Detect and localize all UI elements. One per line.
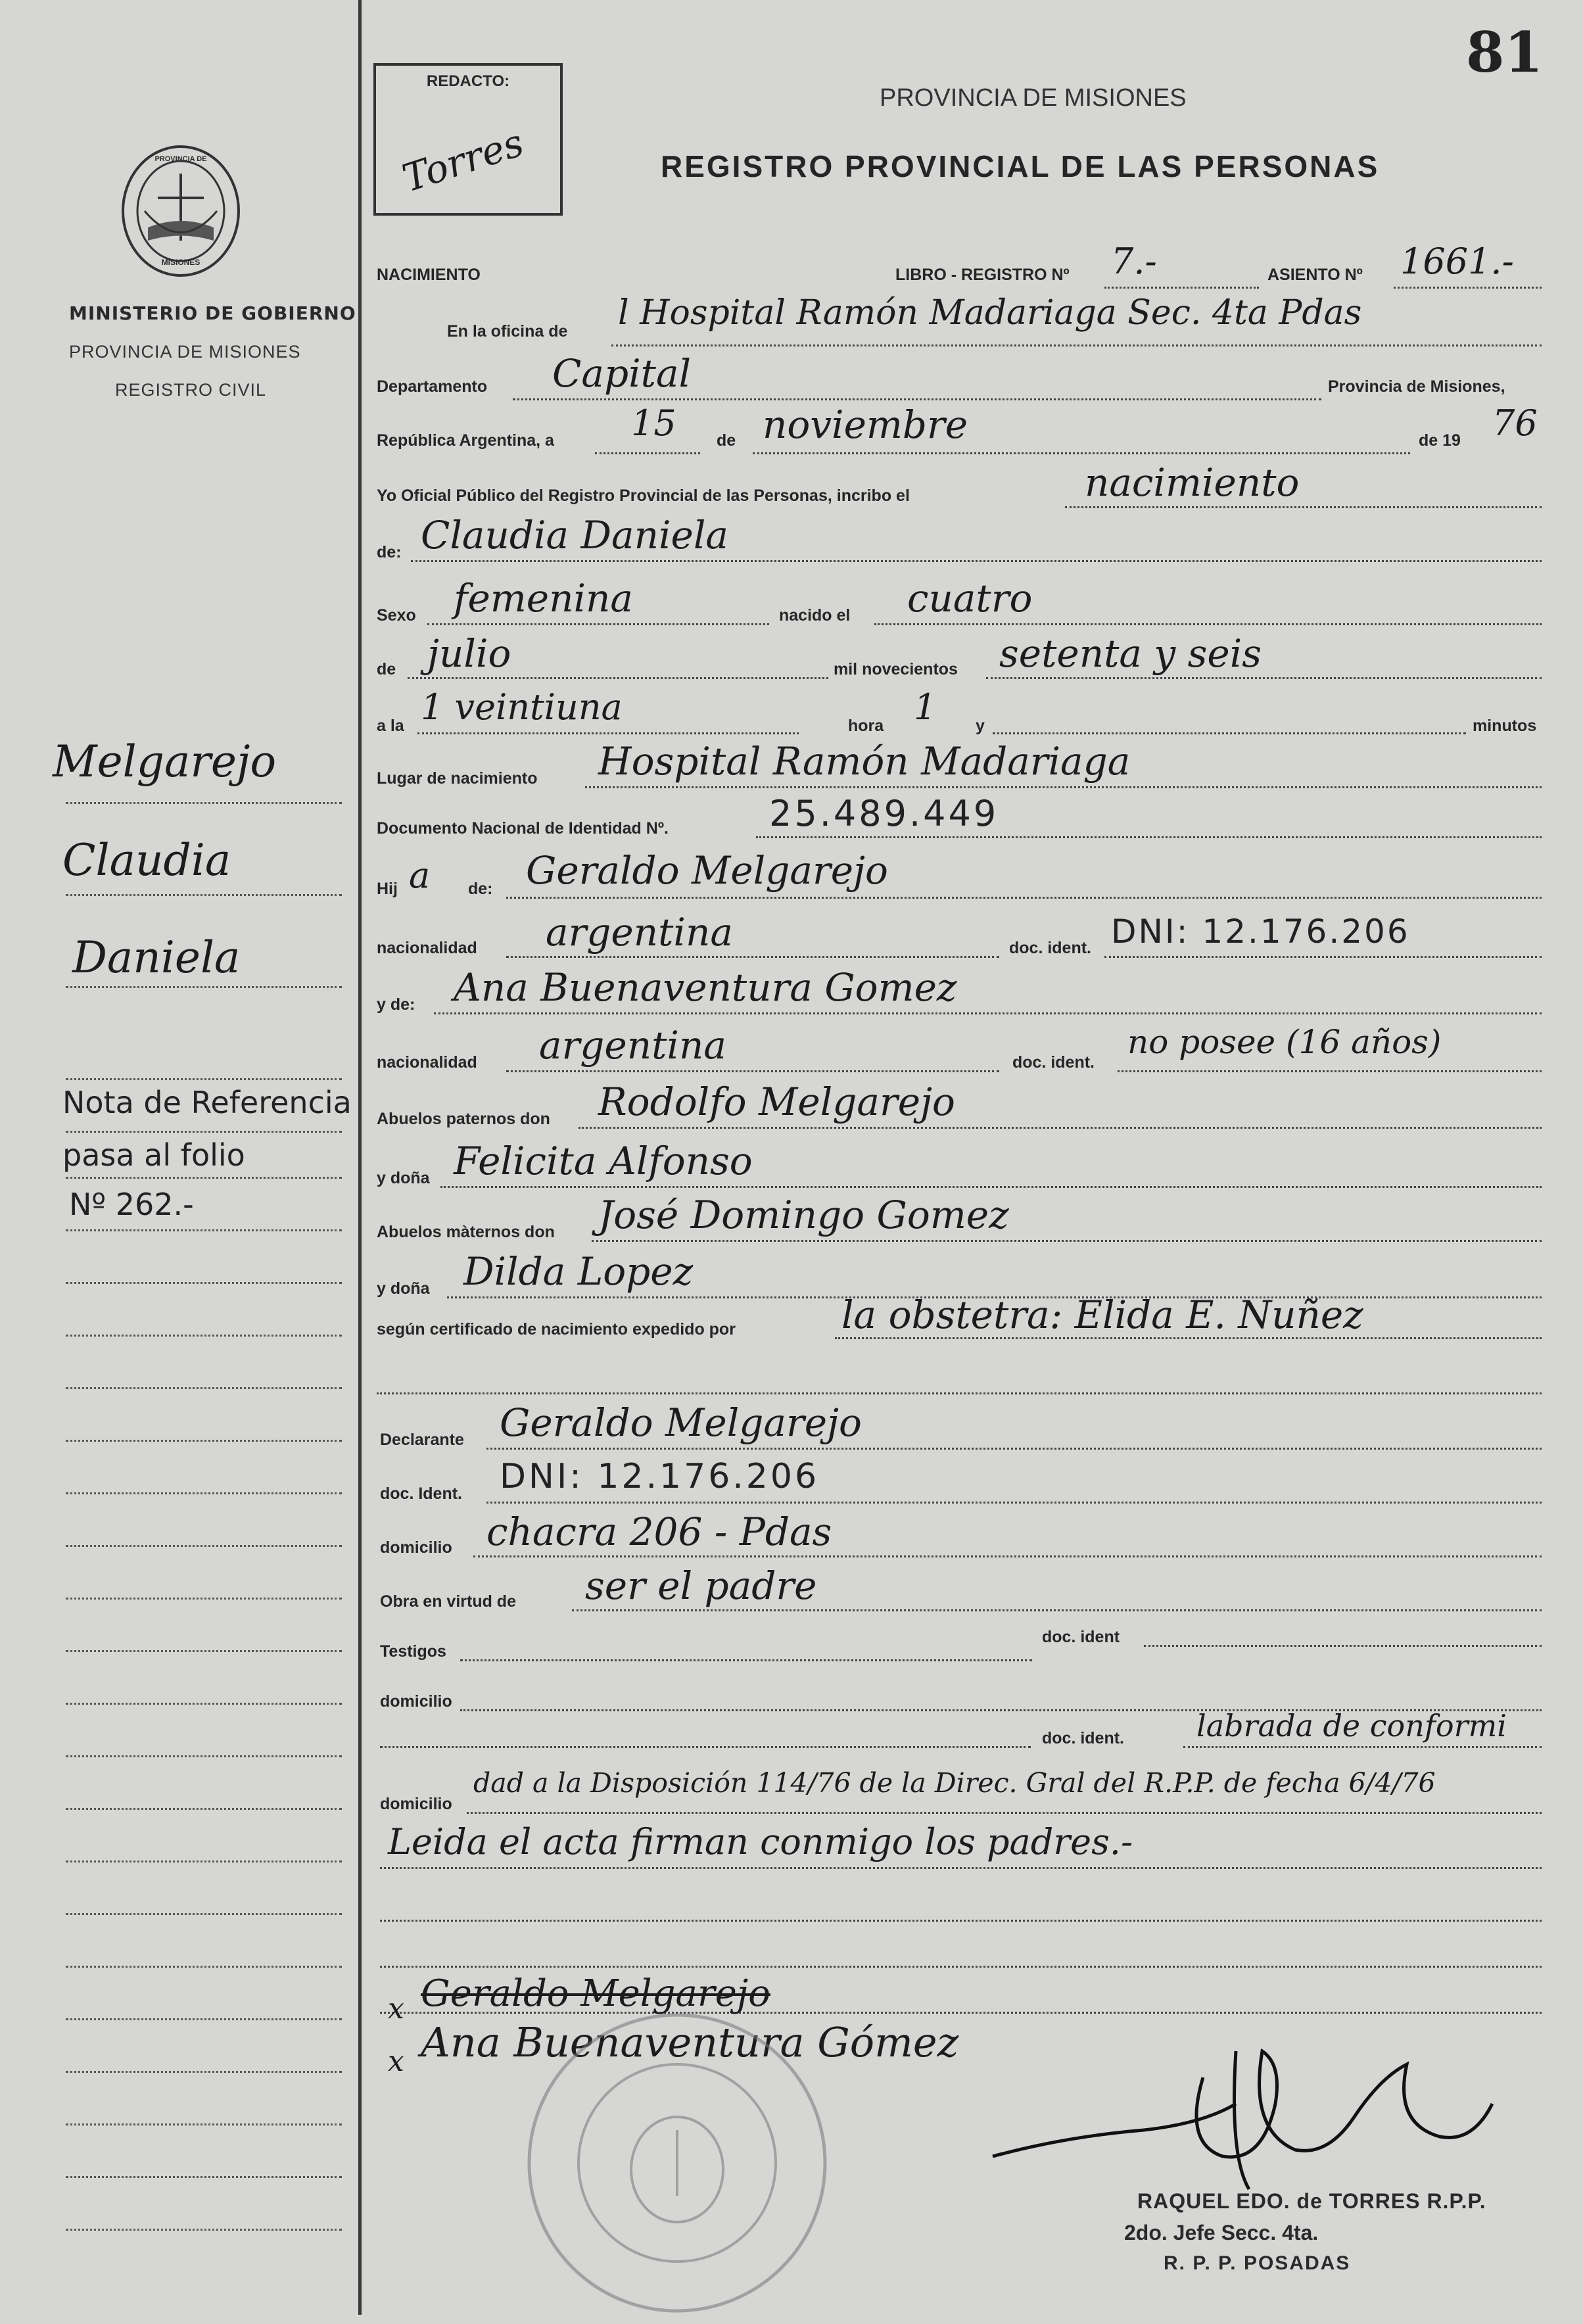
dni-label: Documento Nacional de Identidad Nº. — [377, 819, 669, 838]
margin-dotline — [66, 1229, 342, 1231]
margin-dotline — [66, 2071, 342, 2073]
registry-stamp — [519, 2005, 835, 2321]
margin-dotline — [66, 2229, 342, 2231]
doc-t2-dotline — [1183, 1746, 1542, 1748]
margin-dotline — [66, 1703, 342, 1705]
dona-paterna-label: y doña — [377, 1169, 430, 1187]
doc-declarante-label: doc. Ident. — [380, 1484, 462, 1503]
doc-madre-label: doc. ident. — [1012, 1053, 1095, 1072]
nombre-dotline — [411, 560, 1542, 562]
leida-text: Leida el acta firman conmigo los padres.- — [388, 1821, 1133, 1862]
margin-rule — [358, 0, 362, 2315]
province-seal-icon — [118, 142, 243, 280]
libro-value: 7.- — [1111, 241, 1157, 282]
margin-dotline — [66, 1387, 342, 1389]
nacionalidad-madre-label: nacionalidad — [377, 1053, 477, 1072]
margin-name2: Daniela — [72, 932, 241, 983]
y-label: y — [976, 717, 985, 735]
nac-madre-dotline — [506, 1070, 999, 1072]
de-label: de — [717, 431, 736, 450]
ministry-name: MINISTERIO DE GOBIERNO — [69, 302, 356, 324]
domicilio-label: domicilio — [380, 1538, 452, 1557]
hij-suffix: a — [409, 855, 431, 896]
hij-label: Hij — [377, 880, 398, 898]
domicilio-testigo2-value: dad a la Disposición 114/76 de la Direc. Gral del R.P.P. de fecha 6/4/76 — [473, 1767, 1436, 1799]
obra-label: Obra en virtud de — [380, 1592, 516, 1611]
asiento-value: 1661.- — [1400, 241, 1514, 282]
doc-decl-dotline — [486, 1502, 1542, 1504]
nacionalidad-madre-value: argentina — [539, 1023, 726, 1068]
dia-dotline — [595, 452, 700, 454]
margin-dotline — [66, 986, 342, 988]
nac-padre-dotline — [506, 956, 999, 958]
lugar-label: Lugar de nacimiento — [377, 769, 538, 788]
padre-value: Geraldo Melgarejo — [526, 848, 888, 893]
seal-bottom-text: MISIONES — [161, 258, 201, 267]
margin-dotline — [66, 1861, 342, 1862]
doc-declarante-value: DNI: 12.176.206 — [500, 1457, 820, 1496]
margin-dotline — [66, 1545, 342, 1547]
de-mes-label: de — [377, 660, 396, 678]
dona-materna-label: y doña — [377, 1279, 430, 1298]
nacionalidad-padre-value: argentina — [546, 910, 733, 955]
nombre-value: Claudia Daniela — [421, 513, 728, 557]
redacto-label: REDACTO: — [426, 72, 510, 90]
redacto-value: Torres — [397, 120, 529, 201]
domicilio-value: chacra 206 - Pdas — [486, 1509, 832, 1554]
de-nombre-label: de: — [377, 543, 402, 561]
dni-dotline — [756, 836, 1542, 838]
margin-dotline — [66, 802, 342, 804]
doc-padre-value: DNI: 12.176.206 — [1111, 913, 1410, 951]
testigos-dotline — [460, 1659, 1032, 1661]
y-de-label: y de: — [377, 995, 415, 1014]
margin-note-line2: pasa al folio — [62, 1137, 245, 1173]
ab-pat-f-dotline — [440, 1186, 1542, 1188]
obra-value: ser el padre — [585, 1563, 817, 1608]
a-la-label: a la — [377, 717, 404, 735]
ministry-registry: REGISTRO CIVIL — [115, 380, 267, 400]
registry-title: REGISTRO PROVINCIAL DE LAS PERSONAS — [661, 149, 1380, 183]
declarante-value: Geraldo Melgarejo — [500, 1400, 862, 1445]
certificado-label: según certificado de nacimiento expedido por — [377, 1320, 736, 1339]
sexo-value: femenina — [454, 576, 633, 621]
mes-value: noviembre — [763, 402, 968, 447]
domicilio-testigo2-label: domicilio — [380, 1795, 452, 1813]
official-role: 2do. Jefe Secc. 4ta. — [1124, 2221, 1319, 2244]
official-name: RAQUEL EDO. de TORRES R.P.P. — [1137, 2189, 1486, 2213]
de-year-label: de 19 — [1419, 431, 1461, 450]
domicilio-dotline — [473, 1555, 1542, 1557]
official-signature-icon — [986, 2025, 1499, 2196]
margin-dotline — [66, 1598, 342, 1600]
doc-testigo2-label: doc. ident. — [1042, 1729, 1124, 1747]
dni-value: 25.489.449 — [769, 793, 999, 834]
oficina-dotline — [611, 344, 1542, 346]
anio-nac-value: setenta y seis — [999, 631, 1262, 676]
provincia-label: Provincia de Misiones, — [1328, 377, 1505, 396]
certificado-value: la obstetra: Elida E. Nuñez — [841, 1292, 1363, 1337]
departamento-label: Departamento — [377, 377, 488, 396]
province-heading: PROVINCIA DE MISIONES — [880, 84, 1187, 112]
abuelo-materno-value: José Domingo Gomez — [598, 1193, 1009, 1237]
inscribo-value: nacimiento — [1085, 460, 1300, 505]
lugar-value: Hospital Ramón Madariaga — [598, 739, 1131, 784]
madre-value: Ana Buenaventura Gomez — [454, 965, 957, 1010]
ministry-province: PROVINCIA DE MISIONES — [69, 342, 301, 362]
departamento-value: Capital — [552, 351, 692, 396]
margin-note-line1: Nota de Referencia — [62, 1085, 352, 1120]
mil-label: mil novecientos — [834, 660, 958, 678]
sexo-label: Sexo — [377, 606, 416, 625]
padre-dotline — [506, 897, 1542, 899]
signature-marker: x — [388, 1992, 404, 2026]
margin-surname: Melgarejo — [53, 736, 277, 787]
margin-dotline — [66, 1966, 342, 1968]
doc-madre-value: no posee (16 años) — [1127, 1023, 1442, 1061]
ab-pat-dotline — [579, 1127, 1542, 1129]
margin-dotline — [66, 1131, 342, 1133]
empty-dotline-2 — [380, 1966, 1542, 1968]
oficina-label: En la oficina de — [447, 322, 568, 341]
margin-dotline — [66, 1440, 342, 1442]
nacido-dotline — [874, 623, 1542, 625]
lugar-dotline — [585, 786, 1542, 788]
hij-de-label: de: — [468, 880, 493, 898]
margin-dotline — [66, 1282, 342, 1284]
departamento-dotline — [513, 398, 1321, 400]
cert-dotline — [835, 1337, 1542, 1339]
abuela-materna-value: Dilda Lopez — [463, 1249, 694, 1294]
margin-dotline — [66, 1755, 342, 1757]
dia-nac-value: cuatro — [907, 576, 1033, 621]
doc-t1-dotline — [1144, 1645, 1542, 1647]
margin-dotline — [66, 1335, 342, 1337]
asiento-label: ASIENTO Nº — [1267, 266, 1363, 284]
mes-nac-dotline — [408, 677, 828, 679]
signature-marker: x — [388, 2045, 404, 2078]
libro-dotline — [1104, 287, 1259, 289]
seal-top-text: PROVINCIA DE — [154, 155, 207, 163]
declarante-dotline — [486, 1448, 1542, 1450]
minutos-dotline — [993, 732, 1466, 734]
margin-name1: Claudia — [62, 835, 231, 886]
dia-value: 15 — [631, 402, 676, 444]
blank-dotline — [377, 1392, 1542, 1394]
abuela-paterna-value: Felicita Alfonso — [454, 1139, 753, 1183]
margin-dotline — [66, 2176, 342, 2178]
margin-dotline — [66, 2123, 342, 2125]
madre-dotline — [434, 1012, 1542, 1014]
declarante-label: Declarante — [380, 1431, 464, 1449]
doc-testigo2-value: labrada de conformi — [1196, 1708, 1507, 1743]
margin-dotline — [66, 1177, 342, 1179]
a-la-dotline — [417, 732, 799, 734]
margin-dotline — [66, 1492, 342, 1494]
doc-madre-dotline — [1118, 1070, 1542, 1072]
a-la-value: 1 veintiuna — [421, 686, 623, 728]
signature-mother: Ana Buenaventura Gómez — [421, 2018, 959, 2066]
t2-left-dotline — [380, 1746, 1031, 1748]
obra-dotline — [572, 1609, 1542, 1611]
margin-note-line3: Nº 262.- — [69, 1187, 194, 1222]
doc-padre-dotline — [1104, 956, 1542, 958]
oficial-label: Yo Oficial Público del Registro Provincial de las Personas, incribo el — [377, 486, 910, 505]
anio-nac-dotline — [986, 677, 1542, 679]
asiento-dotline — [1394, 287, 1542, 289]
abuelo-paterno-value: Rodolfo Melgarejo — [598, 1079, 955, 1124]
margin-dotline — [66, 1913, 342, 1915]
mes-dotline — [753, 452, 1410, 454]
margin-dotline — [66, 1808, 342, 1810]
ab-mat-dotline — [592, 1240, 1542, 1242]
domicilio-testigo1-label: domicilio — [380, 1692, 452, 1711]
nacionalidad-padre-label: nacionalidad — [377, 939, 477, 957]
dom-t2-dotline — [467, 1812, 1542, 1814]
abuelos-paternos-label: Abuelos paternos don — [377, 1110, 550, 1128]
abuelos-maternos-label: Abuelos màternos don — [377, 1223, 555, 1241]
libro-label: LIBRO - REGISTRO Nº — [895, 266, 1070, 284]
hora-value: 1 — [914, 686, 937, 728]
page-number: 81 — [1466, 20, 1543, 85]
redacto-box — [373, 63, 563, 216]
margin-dotline — [66, 1078, 342, 1080]
margin-dotline — [66, 1650, 342, 1652]
oficial-dotline — [1065, 506, 1542, 508]
official-place: R. P. P. POSADAS — [1164, 2252, 1351, 2274]
year-value: 76 — [1492, 402, 1538, 444]
sexo-dotline — [427, 623, 769, 625]
margin-dotline — [66, 2018, 342, 2020]
nacimiento-label: NACIMIENTO — [377, 266, 481, 284]
republica-label: República Argentina, a — [377, 431, 554, 450]
hora-label: hora — [848, 717, 884, 735]
testigos-label: Testigos — [380, 1642, 446, 1661]
mes-nac-value: julio — [427, 631, 511, 676]
nacido-label: nacido el — [779, 606, 851, 625]
signature-father: Geraldo Melgarejo — [421, 1972, 770, 2015]
margin-dotline — [66, 894, 342, 896]
empty-dotline-1 — [380, 1920, 1542, 1922]
doc-testigo1-label: doc. ident — [1042, 1628, 1120, 1646]
doc-padre-label: doc. ident. — [1009, 939, 1091, 957]
minutos-label: minutos — [1473, 717, 1537, 735]
leida-dotline — [380, 1867, 1542, 1869]
oficina-value: l Hospital Ramón Madariaga Sec. 4ta Pdas — [618, 293, 1362, 333]
